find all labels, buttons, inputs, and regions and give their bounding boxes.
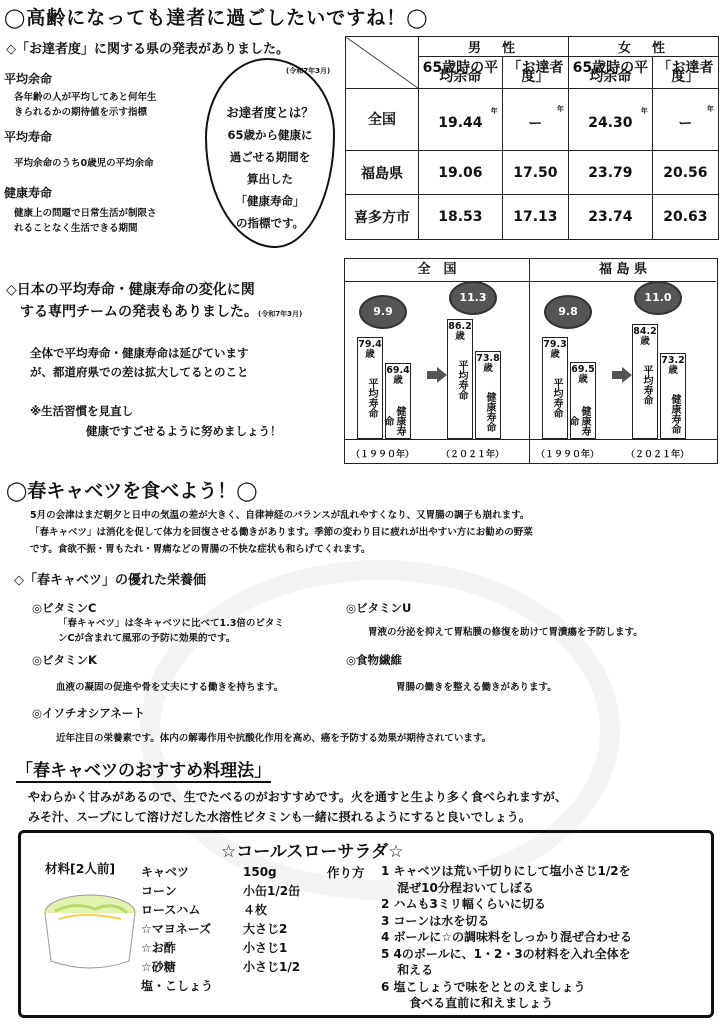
cell: 19.06 <box>419 150 503 195</box>
chart-value-label: 73.2 歳 <box>661 354 685 376</box>
gap-cloud: 9.8 <box>546 297 590 327</box>
section1-date: (令和7年3月) <box>286 67 331 75</box>
chart-value-label: 79.3 歳 <box>543 338 567 360</box>
cell: 17.13 <box>502 195 568 240</box>
gap-cloud: 11.3 <box>451 283 495 313</box>
nutrition-heading: ◇「春キャベツ」の優れた栄養価 <box>14 573 206 588</box>
otasshado-table <box>345 36 719 240</box>
row-name: 福島県 <box>346 150 419 195</box>
cell: 18.53 <box>419 195 503 240</box>
term-desc: 健康上の問題で日常生活が制限さ れることなく生活できる期間 <box>14 208 157 234</box>
chart-group-title: 福 島 県 <box>530 259 716 282</box>
cell: 年 24.30 <box>568 89 652 151</box>
chart-bar <box>542 337 568 439</box>
spring-intro: 5月の会津はまだ朝夕と日中の気温の差が大きく、自律神経のバランスが乱れやすくなり、又胃腸の調子も崩れます。 「春キャベツ」は消化を促して体力を回復させる働きがあります。季節の変わり目に疲れが出やすい方にお勧めの野菜 です。食欲不振・胃もたれ・胃痛などの胃腸の不快な症状も和らげてくれます。 <box>30 510 533 555</box>
nutrient-name: ◎イソチオシアネート <box>32 706 145 720</box>
row-name: 喜多方市 <box>346 195 419 240</box>
term-heikin-jumyo: 平均寿命 <box>4 130 53 144</box>
term-desc: 平均余命のうち0歳児の平均余命 <box>14 158 154 169</box>
chart-category-label: 平均寿命 <box>641 365 652 406</box>
cell: 23.79 <box>568 150 652 195</box>
gap-cloud: 11.0 <box>636 283 680 313</box>
recipe-box <box>18 830 714 1018</box>
chart-bar <box>357 337 383 439</box>
chart-category-label: 健康寿命 <box>567 405 590 436</box>
nutrient-name: ◎食物繊維 <box>346 653 403 667</box>
cell: 17.50 <box>502 150 568 195</box>
nutrient-name: ◎ビタミンK <box>32 653 97 667</box>
chart-year-label: （２０２１年） <box>441 450 505 460</box>
method-label: 作り方 <box>327 865 365 880</box>
chart-bar <box>567 362 596 439</box>
cell: 23.74 <box>568 195 652 240</box>
cooking-heading: 「春キャベツのおすすめ料理法」 <box>16 756 271 783</box>
chart-value-label: 79.4 歳 <box>358 338 382 360</box>
female-header: 女 性 <box>568 37 718 57</box>
chart-bar <box>660 353 686 439</box>
section2-body: 全体で平均寿命・健康寿命は延びています が、都道府県での差は拡大してるとのこと <box>30 346 249 379</box>
chart-group-title: 全 国 <box>345 259 530 282</box>
chart-divider <box>529 259 530 463</box>
nutrient-desc: 血液の凝固の促進や骨を丈夫にする働きを持ちます。 <box>56 682 284 693</box>
section2-note: ※生活習慣を見直し 健康ですごせるように努めましょう！ <box>30 404 282 438</box>
cell: 年 ー <box>502 89 568 151</box>
section1-heading: ◇「お達者度」に関する県の発表がありました。 <box>6 42 289 57</box>
chart-category-label: 健康寿命 <box>382 405 405 436</box>
chart-value-label: 86.2 歳 <box>448 320 472 342</box>
nutrient-desc: 「春キャベツ」は冬キャベツに比べて1.3倍のビタミ ンCが含まれて風邪の予防に効果的です。 <box>58 618 284 644</box>
chart-baseline <box>345 439 717 440</box>
row-name: 全国 <box>346 89 419 151</box>
col-otasshado: 「お達者度」 <box>652 57 718 89</box>
term-heikin-yomei: 平均余命 <box>4 72 53 86</box>
recipe-title: ☆コールスローサラダ☆ <box>221 842 404 862</box>
chart-value-label: 69.4 歳 <box>386 364 410 386</box>
materials-label: 材料[2人前] <box>45 861 116 876</box>
speech-bubble: お達者度とは？ 65歳から健康に 過ごせる期間を 算出した 「健康寿命」 の指標です。 <box>205 58 335 248</box>
chart-category-label: 平均寿命 <box>456 359 467 400</box>
chart-category-label: 健康寿命 <box>484 392 495 433</box>
nutrient-desc: 胃腸の働きを整える働きがあります。 <box>396 682 557 693</box>
chart-value-label: 73.8 歳 <box>476 353 500 375</box>
nutrient-desc: 胃液の分泌を抑えて胃粘膜の修復を助けて胃潰瘍を予防します。 <box>368 627 643 638</box>
jumyo-chart <box>344 258 718 464</box>
chart-value-label: 69.5 歳 <box>571 364 595 386</box>
gap-cloud: 9.9 <box>361 297 405 327</box>
term-kenko-jumyo: 健康寿命 <box>4 186 53 200</box>
nutrient-name: ◎ビタミンC <box>32 601 97 615</box>
col-yomei: 65歳時の平均余命 <box>419 57 503 89</box>
coleslaw-illustration <box>35 883 145 973</box>
chart-year-label: （１９９０年） <box>536 450 600 460</box>
chart-category-label: 健康寿命 <box>669 393 680 434</box>
col-otasshado: 「お達者度」 <box>502 57 568 89</box>
chart-bar <box>475 351 501 439</box>
recipe-steps: 1 キャベツは荒い千切りにして塩小さじ1/2を 混ぜ10分程おいてしぼる 2 ハムも3ミリ幅くらいに切る 3 コーンは水を切る 4 ボールに☆の調味料をしっかり混ぜ合わせる 5 4のボールに、1・2・3の材料を入れ全体を 和える 6 塩こしょうで味をととのえましょう 食べる直前に和えましょう <box>381 864 633 1010</box>
col-yomei: 65歳時の平均余命 <box>568 57 652 89</box>
term-desc: 各年齢の人が平均してあと何年生 きられるかの期待値を示す指標 <box>14 92 157 118</box>
chart-value-label: 84.2 歳 <box>633 326 657 348</box>
cell: 年 ー <box>652 89 718 151</box>
ingredient-names: キャベツ コーン ロースハム ☆マヨネーズ ☆お酢 ☆砂糖 塩・こしょう <box>141 865 214 993</box>
chart-category-label: 平均寿命 <box>551 377 562 418</box>
cooking-body: やわらかく甘みがあるので、生でたべるのがおすすめです。火を通すと生より多く食べられますが、 みそ汁、スープにして溶けだした水溶性ビタミンも一緒に摂れるようにすると良いでしょう。 <box>28 790 567 824</box>
cell: 20.63 <box>652 195 718 240</box>
chart-year-label: （１９９０年） <box>351 450 415 460</box>
cell: 20.56 <box>652 150 718 195</box>
chart-year-label: （２０２１年） <box>626 450 690 460</box>
chart-bar <box>447 319 473 439</box>
male-header: 男 性 <box>419 37 569 57</box>
chart-bar <box>382 363 411 439</box>
table-corner <box>346 37 419 89</box>
arrow-icon <box>622 367 632 383</box>
page-title: ◯高齢になっても達者に過ごしたいですね！◯ <box>4 7 429 29</box>
section2-heading: ◇日本の平均寿命・健康寿命の変化に関 する専門チームの発表もありました。(令和7年3月) <box>6 282 303 320</box>
chart-bar <box>632 324 658 439</box>
ingredient-quantities: 150g 小缶1/2缶 ４枚 大さじ2 小さじ1 小さじ1/2 <box>243 865 301 974</box>
nutrient-name: ◎ビタミンU <box>346 601 412 615</box>
nutrient-desc: 近年注目の栄養素です。体内の解毒作用や抗酸化作用を高め、癌を予防する効果が期待されています。 <box>56 733 492 744</box>
arrow-icon <box>437 367 447 383</box>
spring-heading: ◯春キャベツを食べよう！◯ <box>6 480 258 502</box>
cell: 年 19.44 <box>419 89 503 151</box>
chart-category-label: 平均寿命 <box>366 377 377 418</box>
